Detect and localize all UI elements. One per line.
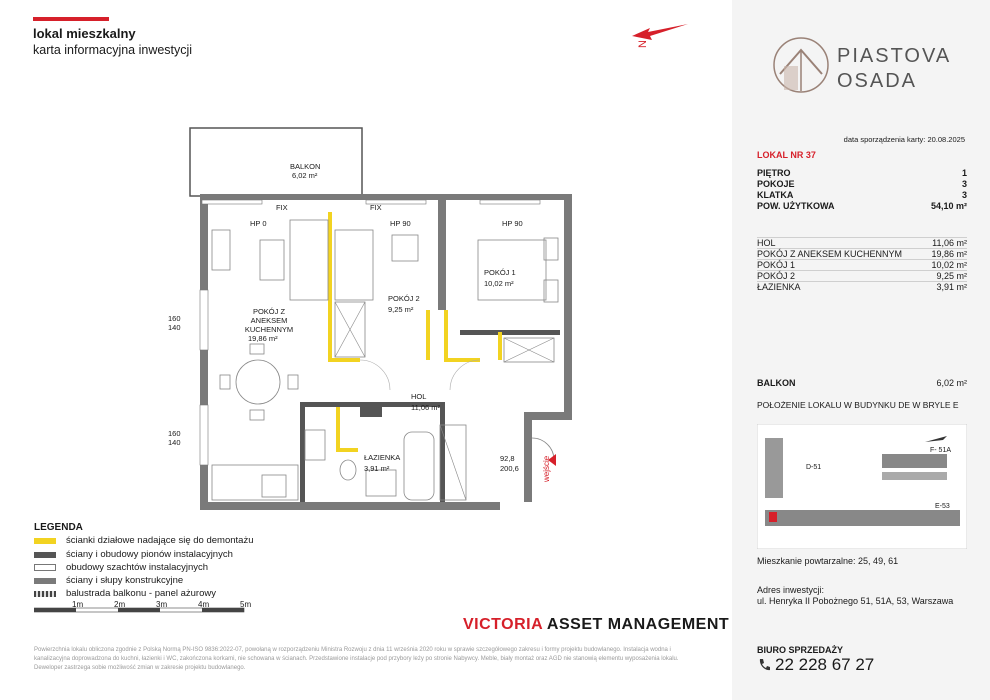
plan-dim-140-a: 140 <box>168 323 181 332</box>
page-title: lokal mieszkalny <box>33 26 136 41</box>
sales-phone[interactable]: 22 228 67 27 <box>775 655 875 674</box>
plan-room-1-area: 10,02 m² <box>484 279 514 288</box>
unit-label: LOKAL NR 37 <box>757 150 816 160</box>
plan-hall-area: 11,06 m² <box>411 403 441 412</box>
footer-disclaimer: Powierzchnia lokalu obliczona zgodnie z Polską Normą PN-ISO 9836:2022-07, powołaną w rozporządzeniu Ministra Rozwoju z dnia 11 września 2020 roku w sprawie szczegółowego zakresu i formy projektu budowlanego. Instalacja wodna i kanalizacyjna doprowadzona do kuchni, łazienki i WC, zakończona korkami, nie schowana w ścianach. Przedstawione instalacje pod przybory leży po stronie Nabywcy. Meble, biały montaż oraz AGD nie stanowią elementu wyposażenia lokalu. Deweloper zastrzega sobie możliwość zmian w zakresie projektu budowlanego. <box>34 647 679 671</box>
header-accent <box>33 17 109 21</box>
svg-text:N: N <box>637 40 649 48</box>
plan-dim-140-b: 140 <box>168 438 181 447</box>
site-label-d51: D-51 <box>806 464 822 471</box>
plan-fix-a: FIX <box>276 203 288 212</box>
plan-hp90-a: HP 90 <box>390 219 411 228</box>
site-label-f51a: F- 51A <box>930 447 952 454</box>
unit-stairwell: KLATKA 3 <box>757 190 967 200</box>
sales-label: BIURO SPRZEDAŻY <box>757 645 844 655</box>
unit-rooms: POKOJE 3 <box>757 179 967 189</box>
address-value: ul. Henryka II Pobożnego 51, 51A, 53, Warszawa <box>757 596 954 606</box>
legend-item-5: balustrada balkonu - panel ażurowy <box>34 588 216 599</box>
brand-logo-icon <box>772 36 830 94</box>
plan-balcony-label: BALKON <box>290 162 321 171</box>
scale-5m: 5m <box>240 600 252 609</box>
plan-dim-160-a: 160 <box>168 314 181 323</box>
unit-area: POW. UŻYTKOWA 54,10 m² <box>757 201 967 211</box>
repeat-units: Mieszkanie powtarzalne: 25, 49, 61 <box>757 556 899 566</box>
area-row-hall: HOL 11,06 m² <box>757 238 967 248</box>
plan-bath-label: ŁAZIENKA <box>364 453 401 462</box>
plan-room-1-label: POKÓJ 1 <box>484 268 516 277</box>
plan-hall-label: HOL <box>411 392 427 401</box>
developer-logo: VICTORIA ASSET MANAGEMENT <box>463 616 730 633</box>
plan-room-living-area: 19,86 m² <box>248 334 278 343</box>
plan-room-2-area: 9,25 m² <box>388 305 414 314</box>
plan-dim-200: 200,6 <box>500 464 519 473</box>
scale-4m: 4m <box>198 600 210 609</box>
plan-room-2-label: POKÓJ 2 <box>388 294 420 303</box>
unit-floor: PIĘTRO 1 <box>757 168 967 178</box>
scale-bar <box>34 596 254 616</box>
area-row-bath: ŁAZIENKA 3,91 m² <box>757 282 967 292</box>
legend-item-4: ściany i słupy konstrukcyjne <box>34 575 183 586</box>
site-label-e53: E-53 <box>935 503 950 510</box>
scale-3m: 3m <box>156 600 168 609</box>
brand-name-2: OSADA <box>837 70 918 92</box>
plan-dim-160-b: 160 <box>168 429 181 438</box>
plan-dim-92: 92,8 <box>500 454 515 463</box>
phone-icon <box>757 658 771 672</box>
plan-fix-b: FIX <box>370 203 382 212</box>
card-date: data sporządzenia karty: 20.08.2025 <box>843 135 965 144</box>
plan-bath-area: 3,91 m² <box>364 464 390 473</box>
site-plan <box>757 424 967 549</box>
legend-item-2: ściany i obudowy pionów instalacyjnych <box>34 549 233 560</box>
scale-2m: 2m <box>114 600 126 609</box>
plan-room-living-label: POKÓJ Z ANEKSEM KUCHENNYM <box>244 307 294 334</box>
balcony-row: BALKON 6,02 m² <box>757 378 967 388</box>
legend-item-1: ścianki działowe nadające się do demontażu <box>34 535 253 546</box>
brand-name-1: PIASTOVA <box>837 45 952 67</box>
plan-balcony-area: 6,02 m² <box>292 171 318 180</box>
north-arrow-icon <box>628 14 700 52</box>
page-subtitle: karta informacyjna inwestycji <box>33 43 193 57</box>
area-row-room1: POKÓJ 1 10,02 m² <box>757 260 967 270</box>
area-row-room2: POKÓJ 2 9,25 m² <box>757 271 967 281</box>
plan-hp90-b: HP 90 <box>502 219 523 228</box>
address-label: Adres inwestycji: <box>757 585 825 595</box>
area-row-living: POKÓJ Z ANEKSEM KUCHENNYM 19,86 m² <box>757 249 967 259</box>
plan-entrance-label: wejście <box>542 455 551 482</box>
scale-1m: 1m <box>72 600 84 609</box>
plan-hp0: HP 0 <box>250 219 267 228</box>
location-title: POŁOŻENIE LOKALU W BUDYNKU DE W BRYLE E <box>757 400 959 410</box>
legend-item-3: obudowy szachtów instalacyjnych <box>34 562 208 573</box>
legend-title: LEGENDA <box>34 522 83 533</box>
info-panel <box>732 0 990 700</box>
